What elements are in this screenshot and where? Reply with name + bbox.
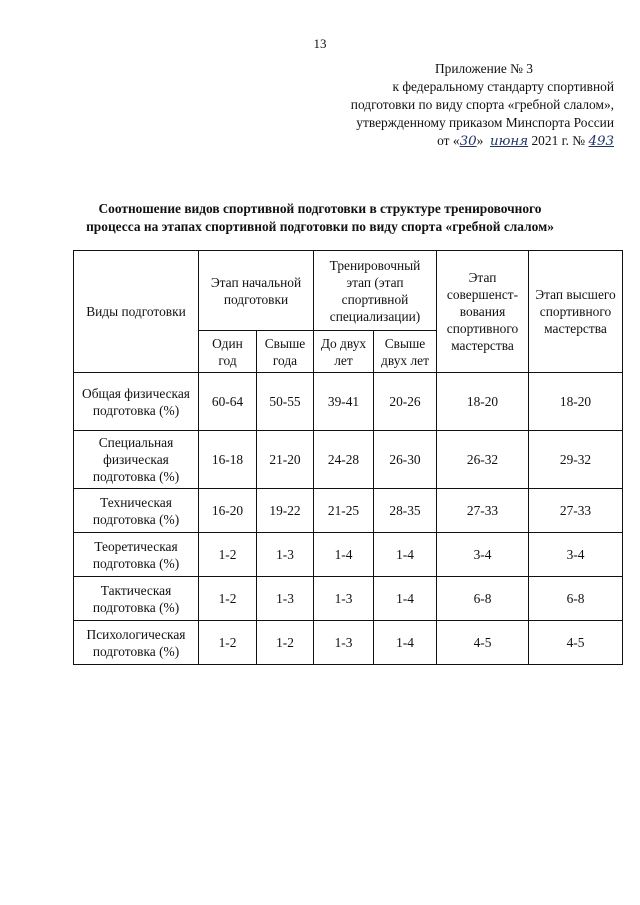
cell: 6-8 xyxy=(437,577,529,621)
cell: 26-30 xyxy=(374,431,437,489)
cell: 1-4 xyxy=(374,577,437,621)
heading-line-2: процесса на этапах спортивной подготовки по виду спорта «гребной слалом» xyxy=(86,219,554,234)
cell: 39-41 xyxy=(314,373,374,431)
row-type: Тактическая подготовка (%) xyxy=(74,577,199,621)
cell: 6-8 xyxy=(529,577,623,621)
cell: 1-3 xyxy=(257,533,314,577)
cell: 1-2 xyxy=(199,577,257,621)
appendix-line-2: подготовки по виду спорта «гребной слалом», xyxy=(350,97,614,112)
row-type: Психологическая подготовка (%) xyxy=(74,621,199,665)
cell: 18-20 xyxy=(437,373,529,431)
table-row xyxy=(74,373,623,431)
date-prefix: от « xyxy=(437,133,460,148)
subheader-over-year: Свыше года xyxy=(257,331,314,373)
table-row xyxy=(74,577,623,621)
page-number: 13 xyxy=(313,36,327,51)
table-row xyxy=(74,533,623,577)
cell: 4-5 xyxy=(529,621,623,665)
date-day-handwritten: 30 xyxy=(459,134,477,149)
header-stage-initial: Этап начальной подготовки xyxy=(199,251,314,331)
row-type: Техническая подготовка (%) xyxy=(74,489,199,533)
cell: 1-4 xyxy=(374,621,437,665)
cell: 28-35 xyxy=(374,489,437,533)
cell: 20-26 xyxy=(374,373,437,431)
row-type: Специальная физическая подготовка (%) xyxy=(74,431,199,489)
cell: 4-5 xyxy=(437,621,529,665)
cell: 50-55 xyxy=(257,373,314,431)
cell: 1-2 xyxy=(257,621,314,665)
date-month-handwritten: июня xyxy=(490,134,529,149)
document-heading xyxy=(0,200,640,236)
cell: 3-4 xyxy=(529,533,623,577)
appendix-title: Приложение № 3 xyxy=(434,61,534,76)
cell: 24-28 xyxy=(314,431,374,489)
cell: 29-32 xyxy=(529,431,623,489)
cell: 60-64 xyxy=(199,373,257,431)
row-type: Теоретическая подготовка (%) xyxy=(74,533,199,577)
appendix-date-line xyxy=(294,132,614,151)
cell: 1-3 xyxy=(314,621,374,665)
subheader-one-year: Один год xyxy=(199,331,257,373)
cell: 16-20 xyxy=(199,489,257,533)
subheader-over-two: Свыше двух лет xyxy=(374,331,437,373)
cell: 19-22 xyxy=(257,489,314,533)
row-type: Общая физическая подготовка (%) xyxy=(74,373,199,431)
cell: 3-4 xyxy=(437,533,529,577)
appendix-block xyxy=(294,60,614,151)
cell: 18-20 xyxy=(529,373,623,431)
training-ratio-table xyxy=(73,250,623,665)
cell: 21-20 xyxy=(257,431,314,489)
cell: 1-3 xyxy=(314,577,374,621)
cell: 1-4 xyxy=(374,533,437,577)
header-stage-training: Тренировочный этап (этап спортивной специализации) xyxy=(314,251,437,331)
table-row xyxy=(74,489,623,533)
cell: 27-33 xyxy=(529,489,623,533)
order-number-handwritten: 493 xyxy=(588,134,614,149)
cell: 26-32 xyxy=(437,431,529,489)
heading-line-1: Соотношение видов спортивной подготовки в структуре тренировочного xyxy=(98,201,542,216)
header-type: Виды подготовки xyxy=(74,251,199,373)
date-mid: » xyxy=(476,133,484,148)
appendix-line-3: утвержденному приказом Минспорта России xyxy=(356,115,614,130)
table-row xyxy=(74,431,623,489)
table-row xyxy=(74,621,623,665)
cell: 1-2 xyxy=(199,533,257,577)
date-year: 2021 г. № xyxy=(531,133,586,148)
header-stage-highest: Этап высшего спортивного мастерства xyxy=(529,251,623,373)
cell: 1-2 xyxy=(199,621,257,665)
cell: 1-3 xyxy=(257,577,314,621)
cell: 27-33 xyxy=(437,489,529,533)
cell: 1-4 xyxy=(314,533,374,577)
header-stage-improvement: Этап совершенст-вования спортивного мастерства xyxy=(437,251,529,373)
appendix-line-1: к федеральному стандарту спортивной xyxy=(392,79,614,94)
cell: 21-25 xyxy=(314,489,374,533)
subheader-up-to-two: До двух лет xyxy=(314,331,374,373)
cell: 16-18 xyxy=(199,431,257,489)
